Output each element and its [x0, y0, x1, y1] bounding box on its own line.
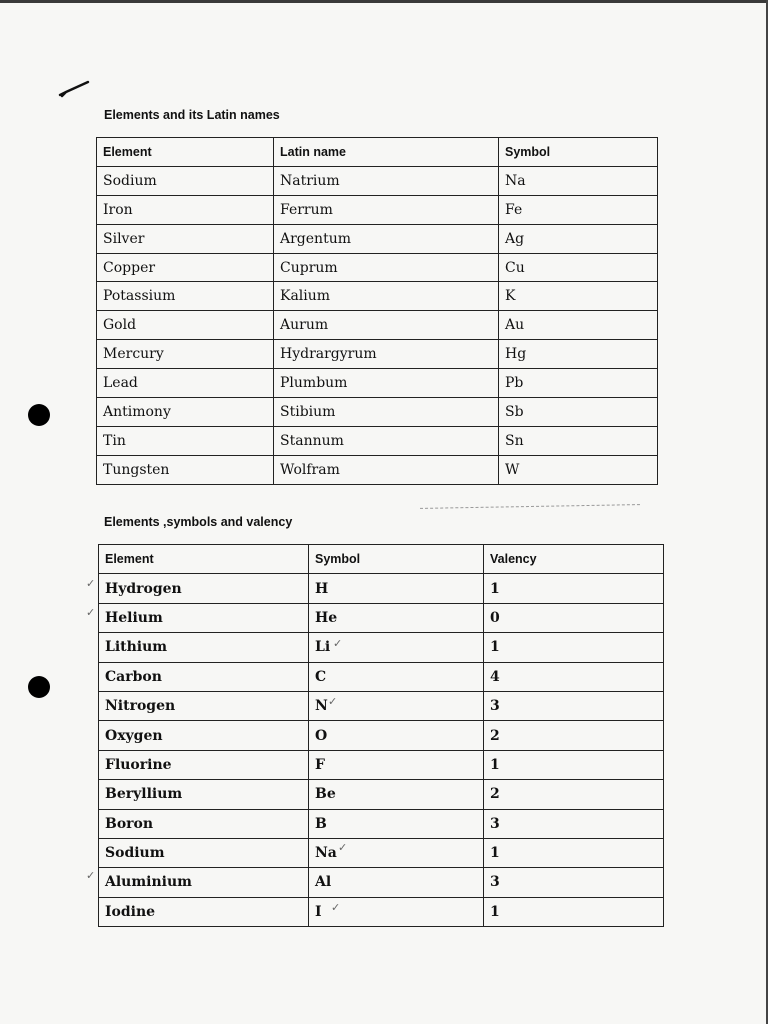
table-row — [99, 662, 664, 691]
valency-table — [98, 544, 664, 927]
table-cell: 2 — [484, 780, 664, 809]
table-row — [99, 809, 664, 838]
column-header: Symbol — [499, 138, 658, 167]
table-cell: 2 — [484, 721, 664, 750]
pencil-check-mark: ✓ — [331, 901, 341, 914]
table-cell: N — [309, 691, 484, 720]
table-cell: Hydrargyrum — [274, 340, 499, 369]
pencil-check-mark: ✓ — [86, 606, 96, 619]
table-cell: Cu — [499, 253, 658, 282]
table-cell: Tin — [97, 426, 274, 455]
table-cell: Stannum — [274, 426, 499, 455]
table-cell: Plumbum — [274, 369, 499, 398]
table-cell: Lithium — [99, 633, 309, 662]
table-cell: He — [309, 603, 484, 632]
table-cell: O — [309, 721, 484, 750]
table-cell: 1 — [484, 838, 664, 867]
punch-hole-top — [28, 404, 50, 426]
table-cell: Beryllium — [99, 780, 309, 809]
table-row — [97, 455, 658, 484]
table-cell: Al — [309, 868, 484, 897]
table-row — [99, 691, 664, 720]
table-row — [99, 633, 664, 662]
table-cell: Gold — [97, 311, 274, 340]
table-cell: Fluorine — [99, 750, 309, 779]
table-cell: Stibium — [274, 398, 499, 427]
column-header: Element — [99, 545, 309, 574]
table-cell: Li — [309, 633, 484, 662]
table-row — [99, 780, 664, 809]
table-row — [97, 224, 658, 253]
table-header-row — [97, 138, 658, 167]
table-cell: Aluminium — [99, 868, 309, 897]
table-row — [97, 369, 658, 398]
table-cell: W — [499, 455, 658, 484]
table-cell: Copper — [97, 253, 274, 282]
table-cell: Sodium — [97, 166, 274, 195]
table-row — [99, 603, 664, 632]
table-row — [99, 897, 664, 926]
table-row — [97, 340, 658, 369]
table-cell: Antimony — [97, 398, 274, 427]
pencil-check-mark: ✓ — [86, 577, 96, 590]
table-cell: Sodium — [99, 838, 309, 867]
table-cell: B — [309, 809, 484, 838]
table-cell: Hg — [499, 340, 658, 369]
table-cell: 1 — [484, 750, 664, 779]
table-cell: Carbon — [99, 662, 309, 691]
table-cell: Fe — [499, 195, 658, 224]
table-cell: 1 — [484, 633, 664, 662]
table-cell: Oxygen — [99, 721, 309, 750]
table-cell: 3 — [484, 809, 664, 838]
table-cell: Hydrogen — [99, 574, 309, 603]
pencil-check-mark: ✓ — [86, 869, 96, 882]
table-cell: K — [499, 282, 658, 311]
table-cell: Silver — [97, 224, 274, 253]
table-cell: C — [309, 662, 484, 691]
table-cell: Tungsten — [97, 455, 274, 484]
table-cell: Kalium — [274, 282, 499, 311]
column-header: Symbol — [309, 545, 484, 574]
table-cell: Ferrum — [274, 195, 499, 224]
table-row — [99, 868, 664, 897]
table-row — [97, 426, 658, 455]
pencil-check-mark: ✓ — [328, 695, 338, 708]
table-cell: Sb — [499, 398, 658, 427]
table-header-row — [99, 545, 664, 574]
table-cell: Cuprum — [274, 253, 499, 282]
table-cell: Aurum — [274, 311, 499, 340]
table-cell: Pb — [499, 369, 658, 398]
table-cell: Natrium — [274, 166, 499, 195]
table-cell: 0 — [484, 603, 664, 632]
table-cell: F — [309, 750, 484, 779]
table-cell: Sn — [499, 426, 658, 455]
page-top-edge — [0, 0, 768, 3]
table-row — [97, 398, 658, 427]
pen-tick-mark — [58, 78, 92, 98]
pencil-check-mark: ✓ — [338, 841, 348, 854]
punch-hole-bottom — [28, 676, 50, 698]
table-cell: Nitrogen — [99, 691, 309, 720]
table-row — [97, 195, 658, 224]
table-row — [97, 282, 658, 311]
table-cell: Na — [499, 166, 658, 195]
table-cell: 1 — [484, 574, 664, 603]
table-row — [97, 311, 658, 340]
table-row — [97, 166, 658, 195]
table-cell: Ag — [499, 224, 658, 253]
table-cell: 4 — [484, 662, 664, 691]
table-cell: Wolfram — [274, 455, 499, 484]
table-cell: Na — [309, 838, 484, 867]
pencil-check-mark: ✓ — [333, 637, 343, 650]
table-cell: Potassium — [97, 282, 274, 311]
column-header: Element — [97, 138, 274, 167]
column-header: Valency — [484, 545, 664, 574]
latin-names-table — [96, 137, 658, 485]
table-cell: Helium — [99, 603, 309, 632]
table-cell: Lead — [97, 369, 274, 398]
table-row — [99, 750, 664, 779]
table-row — [99, 721, 664, 750]
table-cell: Iodine — [99, 897, 309, 926]
table-row — [99, 574, 664, 603]
table-cell: 3 — [484, 868, 664, 897]
table-cell: Mercury — [97, 340, 274, 369]
section1-title: Elements and its Latin names — [104, 108, 280, 122]
table-row — [97, 253, 658, 282]
table-cell: 3 — [484, 691, 664, 720]
table-cell: Au — [499, 311, 658, 340]
column-header: Latin name — [274, 138, 499, 167]
table-cell: Iron — [97, 195, 274, 224]
table-cell: 1 — [484, 897, 664, 926]
table-cell: Be — [309, 780, 484, 809]
table-cell: I — [309, 897, 484, 926]
table-cell: Boron — [99, 809, 309, 838]
paper-fold-line — [420, 504, 640, 510]
section2-title: Elements ,symbols and valency — [104, 515, 293, 529]
table-cell: Argentum — [274, 224, 499, 253]
table-cell: H — [309, 574, 484, 603]
table-row — [99, 838, 664, 867]
